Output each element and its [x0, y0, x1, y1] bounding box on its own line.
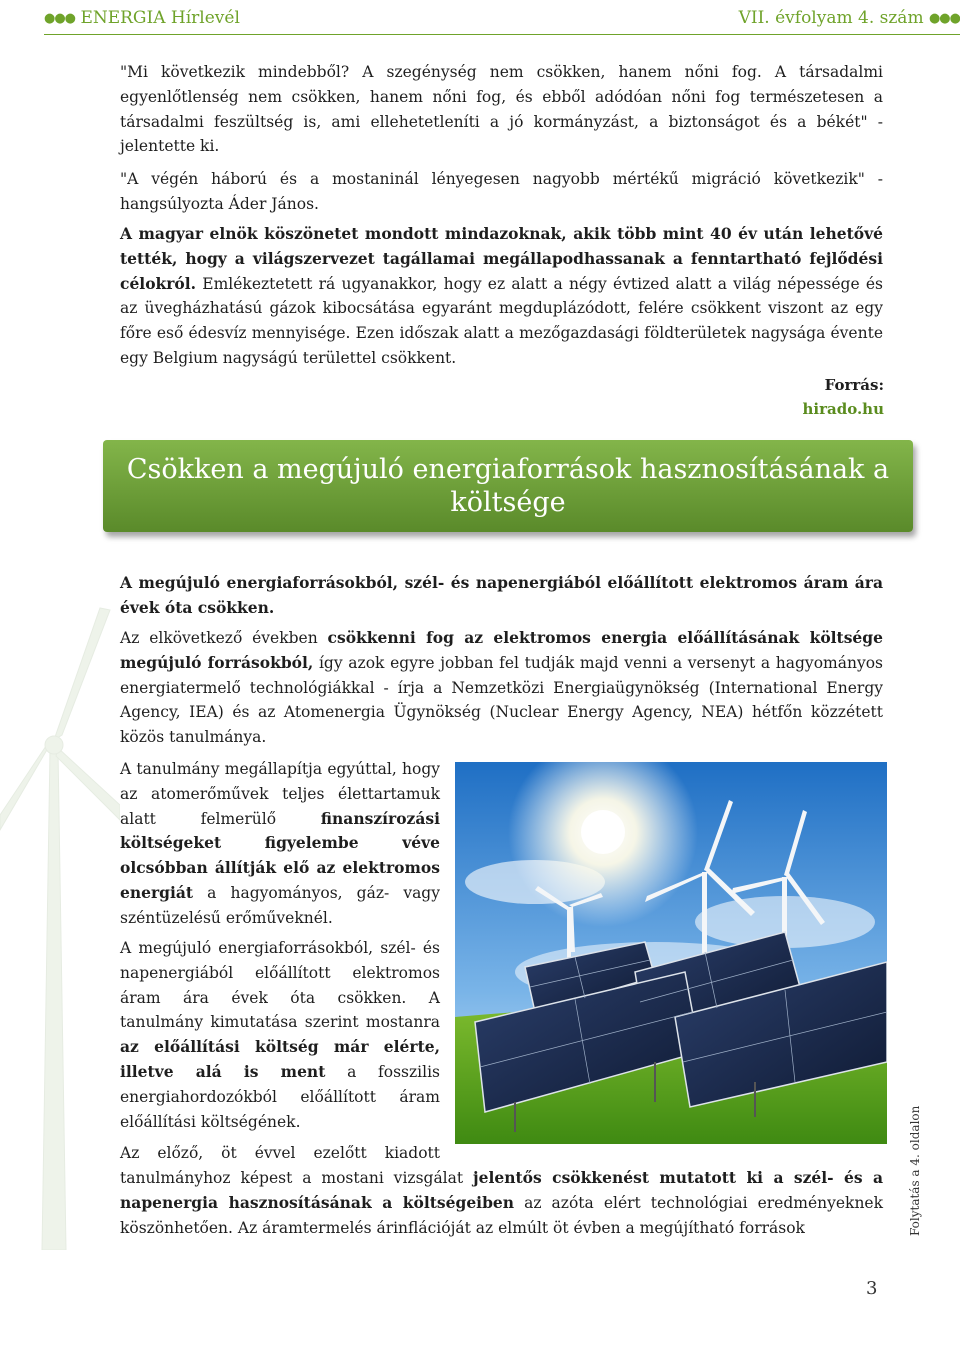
quote-paragraph-1: "Mi következik mindebből? A szegénység nem csökken, hanem nőni fog. A társadalmi egyenlőtlenség nem csökken, hanem nőni fog, és ebből adódóan nőni fog természetesen a társadalmi feszültség is, ami ellehetetleníti a jó kormányzást, a biztonságot és a békét" - jelentette ki. — [120, 63, 883, 156]
article2-paragraph-3 — [120, 936, 440, 1134]
header-right — [739, 8, 960, 28]
solar-wind-photo — [455, 762, 887, 1144]
article2-paragraph-4-line-1: Az előző, öt évvel ezelőtt kiadott — [120, 1144, 440, 1162]
source-label: Forrás: — [824, 376, 884, 394]
article2-paragraph-2 — [120, 757, 440, 931]
source-link[interactable]: hirado.hu — [802, 400, 884, 418]
article-paragraph-3 — [120, 222, 883, 371]
article-headline-banner — [103, 440, 913, 532]
body-text: A tanulmány megállapítja egyúttal, hogy az atomerőművek teljes élettartamuk alatt felmerülő — [120, 760, 440, 828]
lead-paragraph: A megújuló energiaforrásokból, szél- és napenergiából előállított elektromos áram ára évek óta csökken. — [120, 573, 883, 617]
highlight-text: az előállítási költség már elérte, illetve alá is ment — [120, 1037, 440, 1081]
body-text: a fosszilis energiahordozókból előállított áram előállítási költségének. — [120, 1062, 440, 1131]
article-headline: Csökken a megújuló energiaforrások hasznosításának a költsége — [126, 454, 890, 518]
article2-paragraph-4 — [120, 1166, 883, 1240]
body-text: így azok egyre jobban fel tudják majd venni a versenyt a hagyományos energiatermelő technológiákkal - írja a Nemzetközi Energiaügynökség (International Energy Agency, IEA) és az Atomenergia Ügynökség (Nuclear Energy Agency, NEA) hétfőn közzétett közös tanulmánya. — [120, 653, 883, 747]
highlight-text: A magyar elnök köszönetet mondott mindazoknak, akik több mint 40 év után lehetővé tették, hogy a világszervezet tagállamai megállapodhassanak a fenntartható fejlődési célokról. — [120, 224, 883, 293]
newsletter-title: ENERGIA Hírlevél — [80, 8, 240, 28]
body-text: tanulmányhoz képest a mostani vizsgálat — [120, 1169, 474, 1187]
body-text: Az elkövetkező években — [120, 629, 328, 647]
highlight-text: csökkenni fog az elektromos energia előállításának költsége megújuló forrásokból, — [120, 628, 883, 672]
body-text: a hagyományos, gáz- vagy széntüzelésű erőműveknél. — [120, 883, 440, 927]
issue-number: VII. évfolyam 4. szám — [738, 8, 924, 28]
header-dots-right: ●●● — [928, 11, 960, 26]
quote-paragraph-2: "A végén háború és a mostaninál lényegesen nagyobb mértékű migráció következik" - hangsúlyozta Áder János. — [120, 170, 883, 213]
header-rule — [44, 34, 960, 35]
page-header — [44, 6, 960, 32]
continuation-note-text: Folytatás a 4. oldalon — [908, 1105, 922, 1236]
header-dots-left: ●●● — [44, 11, 76, 26]
article2-paragraph-1 — [120, 626, 883, 750]
body-text: A megújuló energiaforrásokból, szél- és napenergiából előállított elektromos áram ára évek óta csökken. A tanulmány kimutatása szerint mostanra — [120, 939, 440, 1032]
highlight-text: jelentős csökkenést mutatott ki a szél- és a napenergia hasznosításának a költségeiben — [120, 1168, 883, 1212]
body-text: Emlékeztetett rá ugyanakkor, hogy ez alatt a négy évtized alatt a világ népessége és az üvegházhatású gázok kibocsátása egyaránt megduplázódott, felére csökkent viszont az egy főre eső édesvíz mennyisége. Ezen időszak alatt a mezőgazdasági földterületek nagysága évente egy Belgium nagyságú területtel csökkent. — [120, 274, 883, 367]
wind-turbine-watermark-icon — [0, 590, 120, 1250]
source-credit — [760, 373, 884, 421]
highlight-text: finanszírozási költségeket figyelembe véve olcsóbban állítják elő az elektromos energiát — [120, 808, 440, 902]
body-text: az azóta elért technológiai eredményeknek köszönhetően. Az áramtermelés árinflációját az elmúlt öt évben a megújítható források — [120, 1193, 884, 1237]
page-number: 3 — [866, 1278, 878, 1299]
continuation-note — [908, 1105, 922, 1236]
header-left — [44, 8, 240, 28]
